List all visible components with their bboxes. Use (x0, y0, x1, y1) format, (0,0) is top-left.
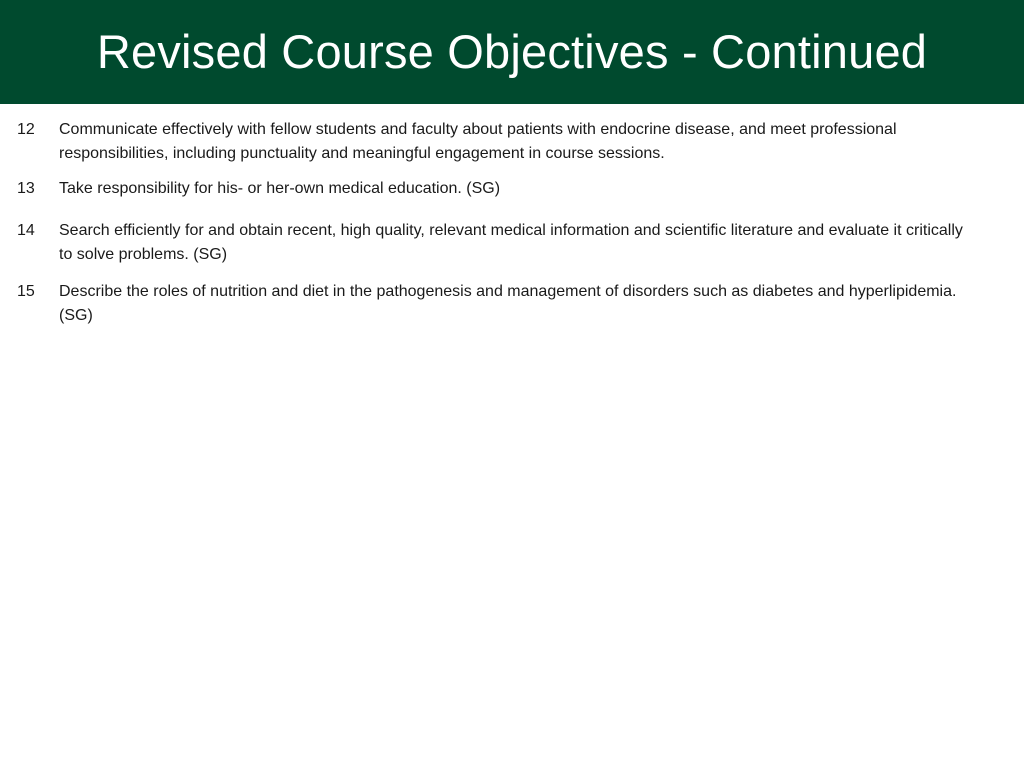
objective-number: 12 (17, 121, 35, 138)
objective-text: Describe the roles of nutrition and diet in the pathogenesis and management of disorders such as diabetes and hyperlipidemia. (SG) (59, 283, 957, 324)
title-bar (0, 0, 1024, 104)
slide-title: Revised Course Objectives - Continued (96, 24, 928, 78)
objective-item-15 (0, 280, 1024, 336)
objective-text: Communicate effectively with fellow students and faculty about patients with endocrine disease, and meet professional responsibilities, including punctuality and meaningful engagement in course sessions. (59, 121, 897, 162)
objective-number: 14 (17, 222, 35, 239)
objective-number: 15 (17, 283, 35, 300)
objective-text: Search efficiently for and obtain recent, high quality, relevant medical information and scientific literature and evaluate it critically to solve problems. (SG) (59, 222, 963, 263)
objectives-list (0, 118, 1024, 336)
objective-number: 13 (17, 180, 35, 197)
objective-item-13 (0, 177, 1024, 219)
objective-item-14 (0, 219, 1024, 280)
objective-text: Take responsibility for his- or her-own medical education. (SG) (59, 180, 501, 197)
objective-item-12 (0, 118, 1024, 177)
